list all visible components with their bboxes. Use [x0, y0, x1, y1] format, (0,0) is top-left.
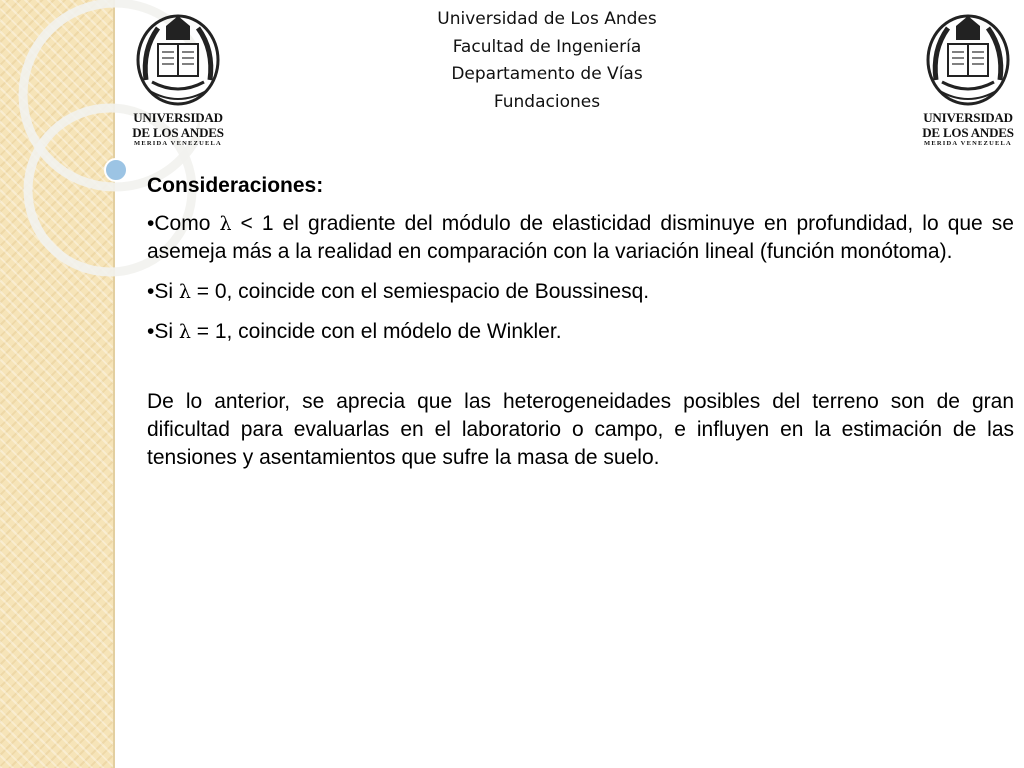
logo-location: MERIDA VENEZUELA: [134, 140, 222, 147]
spacer: [147, 358, 1014, 388]
logo-name-line1: UNIVERSIDAD: [133, 110, 223, 125]
bullet-text: < 1 el gradiente del módulo de elasticidad disminuye en profundidad, lo que se asemeja más a la realidad en comparación con la variación lineal (función monótoma).: [147, 212, 1014, 263]
section-heading: Consideraciones:: [147, 174, 324, 197]
bullet-prefix: •Si: [147, 280, 179, 303]
bullet-prefix: •Si: [147, 320, 179, 343]
header-faculty: Facultad de Ingeniería: [452, 36, 642, 57]
university-logo-left: [128, 10, 228, 150]
logo-name-line2: DE LOS ANDES: [922, 125, 1014, 140]
slide-content: [147, 172, 1014, 472]
slide-header: [300, 6, 794, 116]
bullet-text: = 1, coincide con el módelo de Winkler.: [190, 320, 562, 343]
header-university: Universidad de Los Andes: [437, 9, 657, 29]
header-department: Departamento de Vías: [451, 64, 643, 84]
logo-name-line1: UNIVERSIDAD: [923, 110, 1013, 125]
university-logo-right: [918, 10, 1018, 150]
university-crest-icon: [918, 10, 1018, 110]
lambda-symbol: λ: [178, 321, 191, 343]
bullet-text: = 0, coincide con el semiespacio de Boussinesq.: [190, 280, 650, 303]
lambda-symbol: λ: [178, 281, 191, 303]
bullet-prefix: •Como: [147, 212, 220, 235]
university-crest-icon: [128, 10, 228, 110]
conclusion-paragraph: De lo anterior, se aprecia que las heterogeneidades posibles del terreno son de gran dificultad para evaluarlas en el laboratorio o campo, e influyen en la estimación de las tensiones y asentamientos que sufre la masa de suelo.: [147, 390, 1014, 469]
header-course: Fundaciones: [493, 91, 601, 112]
logo-name-line2: DE LOS ANDES: [132, 125, 224, 140]
lambda-symbol: λ: [219, 213, 232, 235]
logo-location: MERIDA VENEZUELA: [924, 140, 1012, 147]
accent-dot: [105, 159, 127, 181]
bullet-item-1: [147, 210, 1014, 266]
bullet-item-3: [147, 318, 1014, 346]
bullet-item-2: [147, 278, 1014, 306]
